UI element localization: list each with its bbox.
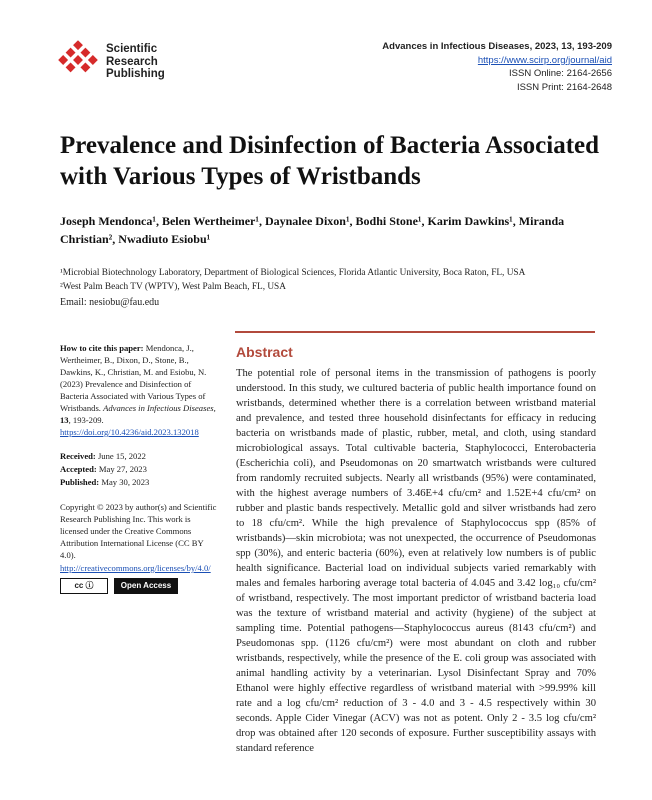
abstract-heading: Abstract xyxy=(236,344,293,360)
issn-online: ISSN Online: 2164-2656 xyxy=(509,68,612,79)
publisher-line: Research xyxy=(106,55,158,68)
cite-pages: , 193-209. xyxy=(68,415,104,425)
accepted-date: May 27, 2023 xyxy=(98,464,147,474)
published-label: Published: xyxy=(60,477,100,487)
accepted-label: Accepted: xyxy=(60,464,97,474)
issn-print: ISSN Print: 2164-2648 xyxy=(516,81,612,93)
citation-block xyxy=(60,342,220,438)
cite-text: Mendonca, J., Wertheimer, B., Dixon, D., Stone, B., Dawkins, K., Christian, M. and Esiobu, N. (2023) Prevalence and Disinfection of Bacteria Associated with Various Types of Wristbands. xyxy=(60,343,207,413)
journal-info xyxy=(382,40,612,94)
journal-citation: Advances in Infectious Diseases, 2023, 13, 193-209 xyxy=(382,41,612,52)
published-date: May 30, 2023 xyxy=(101,477,150,487)
cc-by-badge[interactable]: cc ⓘ xyxy=(60,578,108,594)
dates-block xyxy=(60,450,220,489)
author-list: Joseph Mendonca¹, Belen Wertheimer¹, Daynalee Dixon¹, Bodhi Stone¹, Karim Dawkins¹, Miranda Christian², Nwadiuto Esiobu¹ xyxy=(60,214,565,246)
cite-journal: Advances in Infectious Diseases, xyxy=(103,403,216,413)
cite-volume: 13 xyxy=(60,415,69,425)
open-access-badge: Open Access xyxy=(114,578,178,594)
contact-email: Email: nesiobu@fau.edu xyxy=(60,297,160,308)
received-label: Received: xyxy=(60,451,96,461)
license-link[interactable]: http://creativecommons.org/licenses/by/4.0/ xyxy=(60,563,211,573)
publisher-line: Scientific xyxy=(106,43,158,55)
publisher-line: Publishing xyxy=(106,68,165,80)
article-sidebar xyxy=(60,342,220,606)
copyright-block xyxy=(60,501,220,594)
article-title: Prevalence and Disinfection of Bacteria Associated with Various Types of Wristbands xyxy=(60,132,600,190)
abstract-text: The potential role of personal items in the transmission of pathogens is poorly understood. In this study, we cultured bacteria of public health importance found on wristbands, determined whether there is a correlation between wristband material and prevalence, and tested three household disinfectants for efficacy in reducing bacteria on wristbands made of plastic, rubber, metal, and cloth, using standard microbiological assays. Total cultivable bacteria, Staphylococci, Enterobacteria (Escherichia coli), and Pseudomonas on 20 smartwatch wristbands were cultured from randomly recruited subjects. Nearly all wristbands (95%) were contaminated, with the highest average numbers of 3.46E+4 cfu/cm² and 1.52E+4 cfu/cm² on rubber and plastic bands respectively. Metallic gold and silver wristbands had zero to 18 cfu/cm². While the high prevalence of Staphylococcus spp (85% of wristbands)—skin microbiota; was not unexpected, the occurrence of Pseudomonas spp (30%), and enteric bacteria (60%), even at relatively low numbers is of public health significance. Bacterial load on individual subjects varied remarkably with males and females harboring average total bacteria of 4.045 and 3.42 log₁₀ cfu/cm² of wristband, respectively. The most important predictor of wristband bacteria load was the texture of wristband material and activity (hygiene) of the subject at sampling time. Potential pathogens—Staphylococcus aureus (8143 cfu/cm²) and Pseudomonas spp. (1126 cfu/cm²) were most abundant on cloth and rubber wristbands, respectively, while the presence of the E. coli group was associated with animal handling activity by a veterinarian. Lysol Disinfectant Spray and 70% Ethanol were highly effective regardless of wristband material with >99.99% kill rate and a log cfu/cm² reduction of 3 - 4.0 and 3 - 4.5 respectively within 30 seconds. Apple Cider Vinegar (ACV) was not as potent. Only 2 - 3.5 log cfu/cm² drop was obtained after 120 seconds of exposure. Further susceptibility assays with standard reference xyxy=(236,368,596,754)
affiliation-1: ¹Microbial Biotechnology Laboratory, Department of Biological Sciences, Florida Atlantic University, Boca Raton, FL, USA xyxy=(60,268,526,278)
copyright-text: Copyright © 2023 by author(s) and Scientific Research Publishing Inc. This work is licensed under the Creative Commons Attribution International License (CC BY 4.0). xyxy=(60,502,217,560)
cite-label: How to cite this paper: xyxy=(60,343,144,353)
abstract-divider xyxy=(235,331,595,333)
received-date: June 15, 2022 xyxy=(97,451,146,461)
publisher-name xyxy=(106,43,165,81)
journal-url-link[interactable]: https://www.scirp.org/journal/aid xyxy=(477,54,612,66)
publisher-logo xyxy=(55,37,101,83)
license-badges xyxy=(60,578,220,594)
affiliation-2: ²West Palm Beach TV (WPTV), West Palm Beach, FL, USA xyxy=(60,282,286,292)
doi-link[interactable]: https://doi.org/10.4236/aid.2023.132018 xyxy=(60,427,199,437)
affiliations xyxy=(60,266,620,294)
